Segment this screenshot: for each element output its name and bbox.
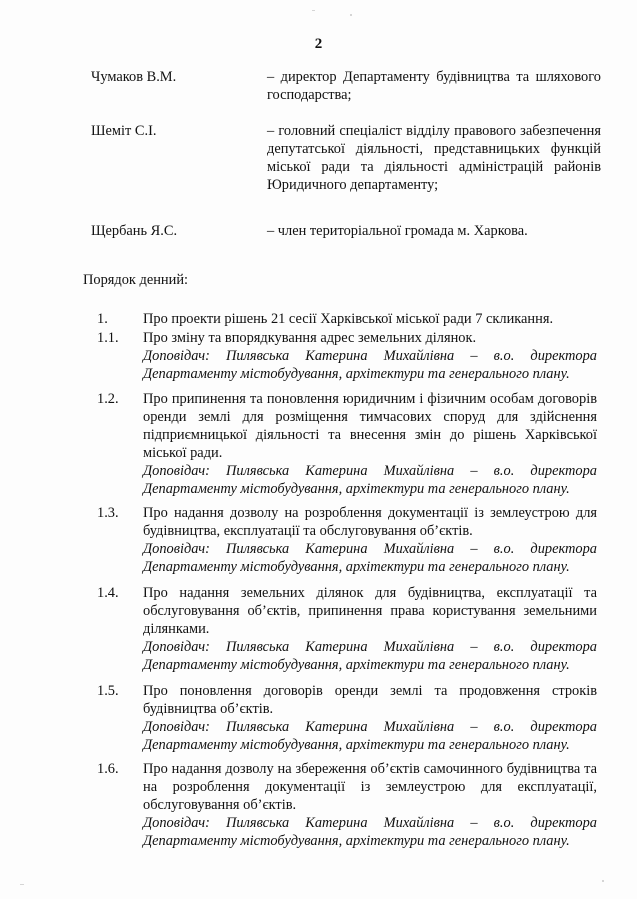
scan-speck [602, 880, 604, 882]
agenda-item-reporter: Доповідач: Пилявська Катерина Михайлівна – в.о. директора Департаменту містобудування, архітектури та генерального плану. [143, 639, 597, 673]
agenda-item-text: Про надання дозволу на збереження об’єктів самочинного будівництва та на розроблення документації із землеустрою для експлуатації, обслуговування об’єктів. [143, 761, 597, 813]
agenda-item-reporter: Доповідач: Пилявська Катерина Михайлівна – в.о. директора Департаменту містобудування, архітектури та генерального плану. [143, 348, 597, 382]
scan-speck [20, 884, 24, 885]
agenda-item [97, 760, 597, 850]
agenda-item-reporter: Доповідач: Пилявська Катерина Михайлівна – в.о. директора Департаменту містобудування, архітектури та генерального плану. [143, 463, 597, 497]
agenda-item-reporter: Доповідач: Пилявська Катерина Михайлівна – в.о. директора Департаменту містобудування, архітектури та генерального плану. [143, 815, 597, 849]
agenda-item-text: Про надання земельних ділянок для будівництва, експлуатації та обслуговування об’єктів, припинення права користування земельними ділянками. [143, 585, 597, 637]
agenda-item [97, 310, 597, 328]
agenda-item-number: 1.2. [97, 391, 119, 407]
agenda-item-reporter: Доповідач: Пилявська Катерина Михайлівна – в.о. директора Департаменту містобудування, архітектури та генерального плану. [143, 719, 597, 753]
agenda-item [97, 329, 597, 383]
scan-speck [312, 10, 315, 11]
agenda-item-text: Про надання дозволу на розроблення документації із землеустрою для будівництва, експлуатації та обслуговування об’єктів. [143, 505, 597, 539]
scan-speck [350, 14, 352, 16]
agenda-item [97, 504, 597, 576]
agenda-item-number: 1.5. [97, 683, 119, 699]
member-role: – головний спеціаліст відділу правового забезпечення депутатської діяльності, представницьких функцій міської ради та діяльності адміністрацій районів Юридичного департаменту; [267, 123, 601, 193]
agenda-item-text: Про поновлення договорів оренди землі та продовження строків будівництва об’єктів. [143, 683, 597, 717]
agenda-title: Порядок денний: [83, 272, 189, 288]
agenda-item [97, 390, 597, 498]
agenda-item-text: Про припинення та поновлення юридичним і фізичним особам договорів оренди землі для розміщення тимчасових споруд для здійснення підприємницької діяльності та внесення змін до рішень Харківської міської ради. [143, 391, 597, 461]
agenda-item-number: 1.3. [97, 505, 119, 521]
agenda-item-number: 1. [97, 311, 108, 327]
agenda-item [97, 682, 597, 754]
agenda-item-text: Про проекти рішень 21 сесії Харківської міської ради 7 скликання. [143, 311, 554, 327]
agenda-item-number: 1.4. [97, 585, 119, 601]
page-number: 2 [314, 36, 323, 52]
member-role: – директор Департаменту будівництва та шляхового господарства; [267, 69, 601, 103]
agenda-item [97, 584, 597, 674]
member-name: Щербань Я.С. [91, 223, 178, 239]
member-name: Шеміт С.І. [91, 123, 157, 139]
agenda-item-text: Про зміну та впорядкування адрес земельних ділянок. [143, 330, 477, 346]
member-name: Чумаков В.М. [91, 69, 177, 85]
member-role: – член територіальної громада м. Харкова. [267, 223, 528, 239]
agenda-item-reporter: Доповідач: Пилявська Катерина Михайлівна – в.о. директора Департаменту містобудування, архітектури та генерального плану. [143, 541, 597, 575]
agenda-item-number: 1.1. [97, 330, 119, 346]
agenda-item-number: 1.6. [97, 761, 119, 777]
